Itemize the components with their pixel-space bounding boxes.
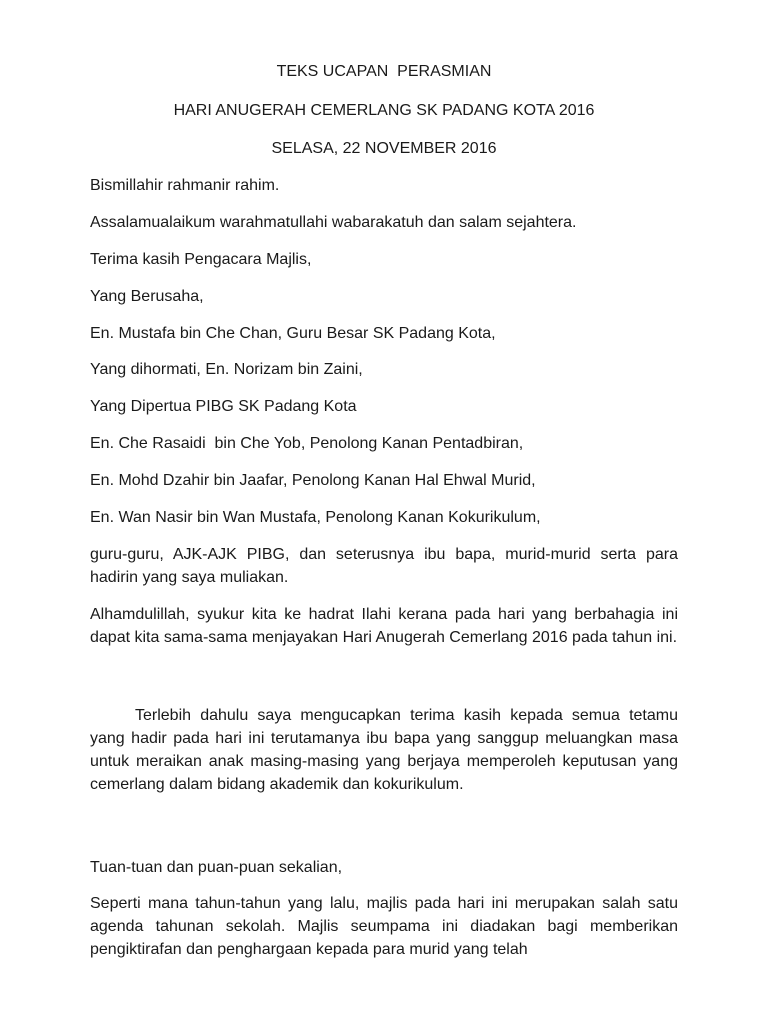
speech-title: TEKS UCAPAN PERASMIAN: [276, 63, 492, 80]
greeting-line: Yang Dipertua PIBG SK Padang Kota: [90, 398, 357, 415]
event-date: SELASA, 22 NOVEMBER 2016: [271, 140, 497, 157]
paragraph: guru-guru, AJK-AJK PIBG, dan seterusnya ibu bapa, murid-murid serta para hadirin yang saya muliakan.: [90, 546, 678, 586]
opening-line: Bismillahir rahmanir rahim.: [90, 177, 280, 194]
greeting-line: Terima kasih Pengacara Majlis,: [90, 251, 312, 268]
greeting-line: Yang dihormati, En. Norizam bin Zaini,: [90, 361, 363, 378]
paragraph: Terlebih dahulu saya mengucapkan terima kasih kepada semua tetamu yang hadir pada hari ini terutamanya ibu bapa yang sanggup meluangkan masa untuk meraikan anak masing-masing yang berjaya memperoleh keputusan yang cemerlang dalam bidang akademik dan kokurikulum.: [90, 707, 678, 793]
greeting-line: En. Mustafa bin Che Chan, Guru Besar SK Padang Kota,: [90, 325, 496, 342]
paragraph: Seperti mana tahun-tahun yang lalu, majlis pada hari ini merupakan salah satu agenda tahunan sekolah. Majlis seumpama ini diadakan bagi memberikan pengiktirafan dan penghargaan kepada para murid yang telah: [90, 895, 678, 958]
paragraph: Tuan-tuan dan puan-puan sekalian,: [90, 859, 343, 876]
paragraph: Alhamdulillah, syukur kita ke hadrat Ilahi kerana pada hari yang berbahagia ini dapat kita sama-sama menjayakan Hari Anugerah Cemerlang 2016 pada tahun ini.: [90, 606, 678, 646]
greeting-line: En. Mohd Dzahir bin Jaafar, Penolong Kanan Hal Ehwal Murid,: [90, 472, 536, 489]
greeting-line: En. Che Rasaidi bin Che Yob, Penolong Kanan Pentadbiran,: [90, 435, 524, 452]
greeting-line: En. Wan Nasir bin Wan Mustafa, Penolong Kanan Kokurikulum,: [90, 509, 541, 526]
event-title: HARI ANUGERAH CEMERLANG SK PADANG KOTA 2016: [173, 102, 595, 119]
salutation-line: Assalamualaikum warahmatullahi wabarakatuh dan salam sejahtera.: [90, 214, 577, 231]
greeting-line: Yang Berusaha,: [90, 288, 204, 305]
